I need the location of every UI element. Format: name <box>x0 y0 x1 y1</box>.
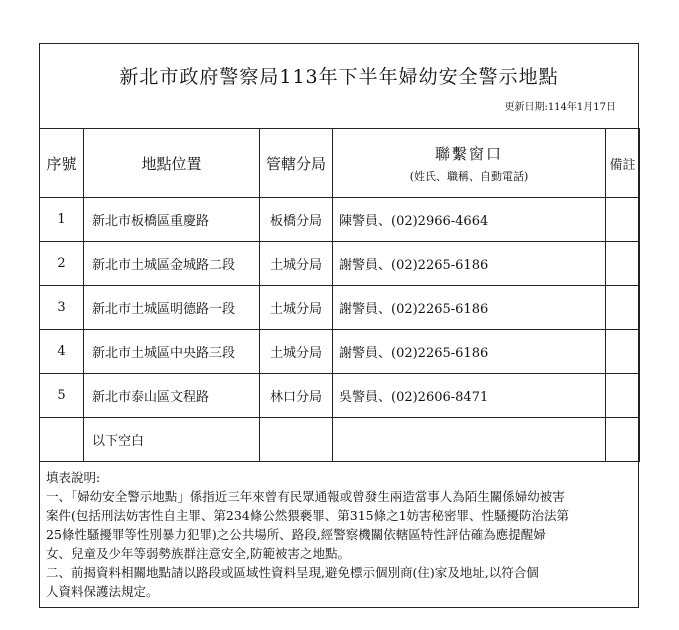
row-division: 土城分局 <box>260 286 333 330</box>
update-date: 更新日期:114年1月17日 <box>504 102 616 113</box>
table-header-row <box>40 129 640 198</box>
header-location: 地點位置 <box>84 129 260 198</box>
row-location: 新北市土城區中央路三段 <box>84 330 260 374</box>
header-num: 序號 <box>40 129 84 198</box>
row-location: 新北市土城區金城路二段 <box>84 242 260 286</box>
table-row <box>40 418 640 462</box>
table-row <box>40 286 640 330</box>
row-remark <box>606 374 640 418</box>
row-remark <box>606 198 640 242</box>
notes-line: 一、「婦幼安全警示地點」係指近三年來曾有民眾通報或曾發生兩造當事人為陌生關係婦幼被害 <box>46 489 565 504</box>
notes-heading: 填表說明: <box>46 470 101 485</box>
table-row <box>40 374 640 418</box>
row-remark <box>606 330 640 374</box>
document-frame <box>39 43 639 608</box>
row-num <box>40 418 84 462</box>
row-location: 新北市板橋區重慶路 <box>84 198 260 242</box>
row-contact: 謝警員、(02)2265-6186 <box>333 242 606 286</box>
row-contact: 陳警員、(02)2966-4664 <box>333 198 606 242</box>
header-contact-title: 聯繫窗口 <box>434 144 503 163</box>
document-title: 新北市政府警察局113年下半年婦幼安全警示地點 <box>119 66 559 88</box>
row-division: 土城分局 <box>260 330 333 374</box>
row-contact: 謝警員、(02)2265-6186 <box>333 330 606 374</box>
row-num: 3 <box>40 286 84 330</box>
locations-table <box>39 128 640 462</box>
row-remark <box>606 242 640 286</box>
header-contact <box>333 129 606 198</box>
row-location: 新北市土城區明德路一段 <box>84 286 260 330</box>
notes-line: 案件(包括刑法妨害性自主罪、第234條公然猥褻罪、第315條之1妨害秘密罪、性騷擾防治法第 <box>46 508 570 523</box>
row-num: 1 <box>40 198 84 242</box>
notes-line: 25條性騷擾罪等性別暴力犯罪)之公共場所、路段,經警察機關依轄區特性評估確為應提醒婦 <box>46 527 546 542</box>
row-division <box>260 418 333 462</box>
header-division: 管轄分局 <box>260 129 333 198</box>
table-row <box>40 330 640 374</box>
header-contact-sub: (姓氏、職稱、自動電話) <box>409 169 529 183</box>
notes-line: 女、兒童及少年等弱勢族群注意安全,防範被害之地點。 <box>46 546 350 561</box>
row-location: 以下空白 <box>84 418 260 462</box>
row-num: 2 <box>40 242 84 286</box>
row-division: 板橋分局 <box>260 198 333 242</box>
row-contact <box>333 418 606 462</box>
row-contact: 謝警員、(02)2265-6186 <box>333 286 606 330</box>
table-row <box>40 198 640 242</box>
header-remark: 備註 <box>606 129 640 198</box>
row-division: 土城分局 <box>260 242 333 286</box>
row-contact: 吳警員、(02)2606-8471 <box>333 374 606 418</box>
row-remark <box>606 418 640 462</box>
row-num: 5 <box>40 374 84 418</box>
notes-line: 人資料保護法規定。 <box>46 584 159 599</box>
row-division: 林口分局 <box>260 374 333 418</box>
row-location: 新北市泰山區文程路 <box>84 374 260 418</box>
filling-notes <box>46 468 632 601</box>
notes-line: 二、前揭資料相關地點請以路段或區域性資料呈現,避免標示個別商(住)家及地址,以符合個 <box>46 565 539 580</box>
row-num: 4 <box>40 330 84 374</box>
table-row <box>40 242 640 286</box>
row-remark <box>606 286 640 330</box>
